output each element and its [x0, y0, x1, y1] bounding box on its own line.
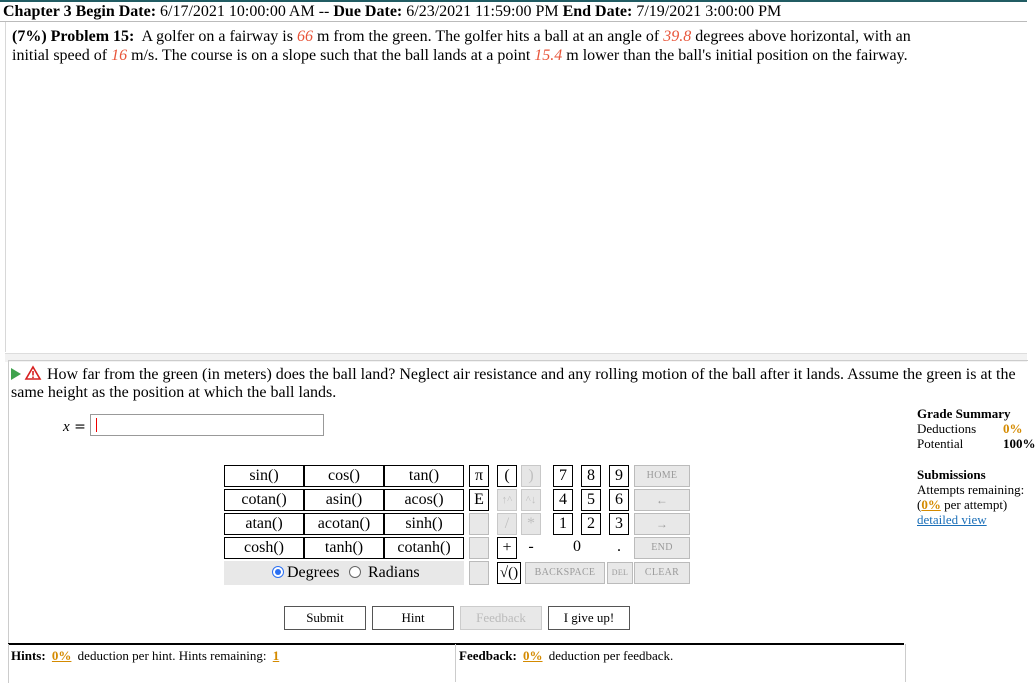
key-cotan[interactable]: cotan() [224, 489, 304, 511]
key-2[interactable]: 2 [581, 513, 601, 535]
deductions-label: Deductions [917, 421, 977, 436]
header-separator: -- [318, 3, 330, 20]
hints-remaining: 1 [272, 648, 280, 663]
answer-input[interactable] [90, 414, 324, 436]
key-e[interactable]: E [469, 489, 489, 511]
degrees-label: Degrees [287, 564, 340, 581]
key-end[interactable]: END [634, 537, 690, 559]
detailed-view-link[interactable]: detailed view [917, 512, 987, 527]
feedback-deduction-pct: 0% [523, 648, 543, 663]
begin-date: 6/17/2021 10:00:00 AM [160, 3, 315, 20]
grade-summary [917, 406, 1036, 527]
key-up-down[interactable]: ^↓ [521, 489, 541, 511]
key-decimal[interactable]: . [609, 537, 629, 559]
hints-info [11, 648, 282, 664]
hints-deduction-pct: 0% [51, 648, 72, 663]
key-sinh[interactable]: sinh() [384, 513, 464, 535]
key-backspace[interactable]: BACKSPACE [525, 562, 605, 584]
hint-button[interactable]: Hint [372, 606, 454, 630]
due-date: 6/23/2021 11:59:00 PM [406, 3, 559, 20]
key-del[interactable]: DEL [607, 562, 633, 584]
problem-weight: (7%) [12, 28, 47, 45]
potential-label: Potential [917, 436, 964, 451]
end-date-label: End Date: [562, 3, 633, 20]
question-panel [8, 360, 1028, 683]
radians-radio[interactable] [349, 566, 361, 578]
degrees-radio[interactable] [272, 566, 284, 578]
key-cotanh[interactable]: cotanh() [384, 537, 464, 559]
key-right-arrow[interactable]: → [634, 513, 690, 535]
key-0[interactable]: 0 [553, 537, 601, 559]
distance-value: 66 [296, 28, 313, 45]
problem-statement [12, 27, 942, 65]
problem-text-4: m/s. The course is on a slope such that the ball lands at a point [131, 47, 531, 64]
hints-text: deduction per hint. Hints remaining: [77, 648, 267, 663]
key-sin[interactable]: sin() [224, 465, 304, 487]
give-up-button[interactable]: I give up! [548, 606, 630, 630]
key-pi[interactable]: π [469, 465, 489, 487]
feedback-info [459, 648, 673, 664]
angle-unit-bar [224, 561, 464, 585]
deductions-row [917, 421, 1027, 436]
blank-key [469, 513, 489, 535]
submissions-title: Submissions [917, 467, 986, 482]
problem-text-1: A golfer on a fairway is [141, 28, 293, 45]
problem-text-5: m lower than the ball's initial position on the fairway. [566, 47, 908, 64]
key-divide[interactable]: / [497, 513, 517, 535]
key-3[interactable]: 3 [609, 513, 629, 535]
key-sqrt[interactable]: √() [497, 562, 521, 584]
play-icon[interactable] [11, 368, 21, 380]
key-home[interactable]: HOME [634, 465, 690, 487]
variable-name: x [63, 419, 70, 435]
key-tan[interactable]: tan() [384, 465, 464, 487]
deductions-value: 0% [1003, 421, 1023, 436]
equals-sign: = [74, 419, 86, 435]
key-6[interactable]: 6 [609, 489, 629, 511]
feedback-text: deduction per feedback. [548, 648, 674, 663]
end-date: 7/19/2021 3:00:00 PM [636, 3, 782, 20]
feedback-label: Feedback: [459, 648, 517, 663]
due-date-label: Due Date: [333, 3, 403, 20]
begin-date-label: Begin Date: [75, 3, 157, 20]
key-tanh[interactable]: tanh() [304, 537, 384, 559]
key-up-arrows[interactable]: ↑^ [497, 489, 517, 511]
key-plus[interactable]: + [497, 537, 517, 559]
key-left-arrow[interactable]: ← [634, 489, 690, 511]
key-minus[interactable]: - [521, 537, 541, 559]
feedback-button[interactable]: Feedback [460, 606, 542, 630]
radians-label: Radians [368, 564, 420, 581]
key-atan[interactable]: atan() [224, 513, 304, 535]
problem-text-3: degrees above horizontal, with an initial speed of [12, 28, 911, 64]
key-close-paren[interactable]: ) [521, 465, 541, 487]
grade-summary-title: Grade Summary [917, 406, 1011, 421]
key-8[interactable]: 8 [581, 465, 601, 487]
key-4[interactable]: 4 [553, 489, 573, 511]
key-5[interactable]: 5 [581, 489, 601, 511]
key-cos[interactable]: cos() [304, 465, 384, 487]
per-attempt-text: per attempt) [944, 497, 1008, 512]
problem-text-2: m from the green. The golfer hits a ball at an angle of [316, 28, 660, 45]
assignment-header [3, 3, 781, 21]
text-cursor [96, 418, 97, 432]
question-prompt: How far from the green (in meters) does the ball land? Neglect air resistance and any rolling motion of the ball after it lands. Assume the green is at the same height as the position at which the ball lands. [11, 366, 1016, 401]
key-asin[interactable]: asin() [304, 489, 384, 511]
key-1[interactable]: 1 [553, 513, 573, 535]
key-acos[interactable]: acos() [384, 489, 464, 511]
attempts-remaining: Attempts remaining: [917, 482, 1025, 497]
hints-label: Hints: [11, 648, 46, 663]
key-acotan[interactable]: acotan() [304, 513, 384, 535]
top-accent-line [0, 0, 1027, 2]
key-7[interactable]: 7 [553, 465, 573, 487]
blank-key [469, 561, 489, 585]
drop-value: 15.4 [534, 47, 563, 64]
submit-button[interactable]: Submit [284, 606, 366, 630]
key-multiply[interactable]: * [521, 513, 541, 535]
chapter-label: Chapter 3 [3, 3, 72, 20]
blank-key [469, 537, 489, 559]
key-9[interactable]: 9 [609, 465, 629, 487]
answer-label [63, 419, 86, 436]
speed-value: 16 [111, 47, 128, 64]
key-open-paren[interactable]: ( [497, 465, 517, 487]
angle-value: 39.8 [663, 28, 692, 45]
warning-icon [25, 366, 41, 380]
potential-row [917, 436, 1036, 451]
potential-value: 100% [1003, 436, 1036, 451]
key-cosh[interactable]: cosh() [224, 537, 304, 559]
key-clear[interactable]: CLEAR [634, 562, 690, 584]
per-attempt-row: (0% per attempt) [917, 497, 1008, 512]
per-attempt-pct: 0% [921, 497, 941, 512]
problem-title: Problem 15: [50, 28, 135, 45]
question-text [11, 366, 1027, 402]
problem-panel [5, 22, 1028, 352]
